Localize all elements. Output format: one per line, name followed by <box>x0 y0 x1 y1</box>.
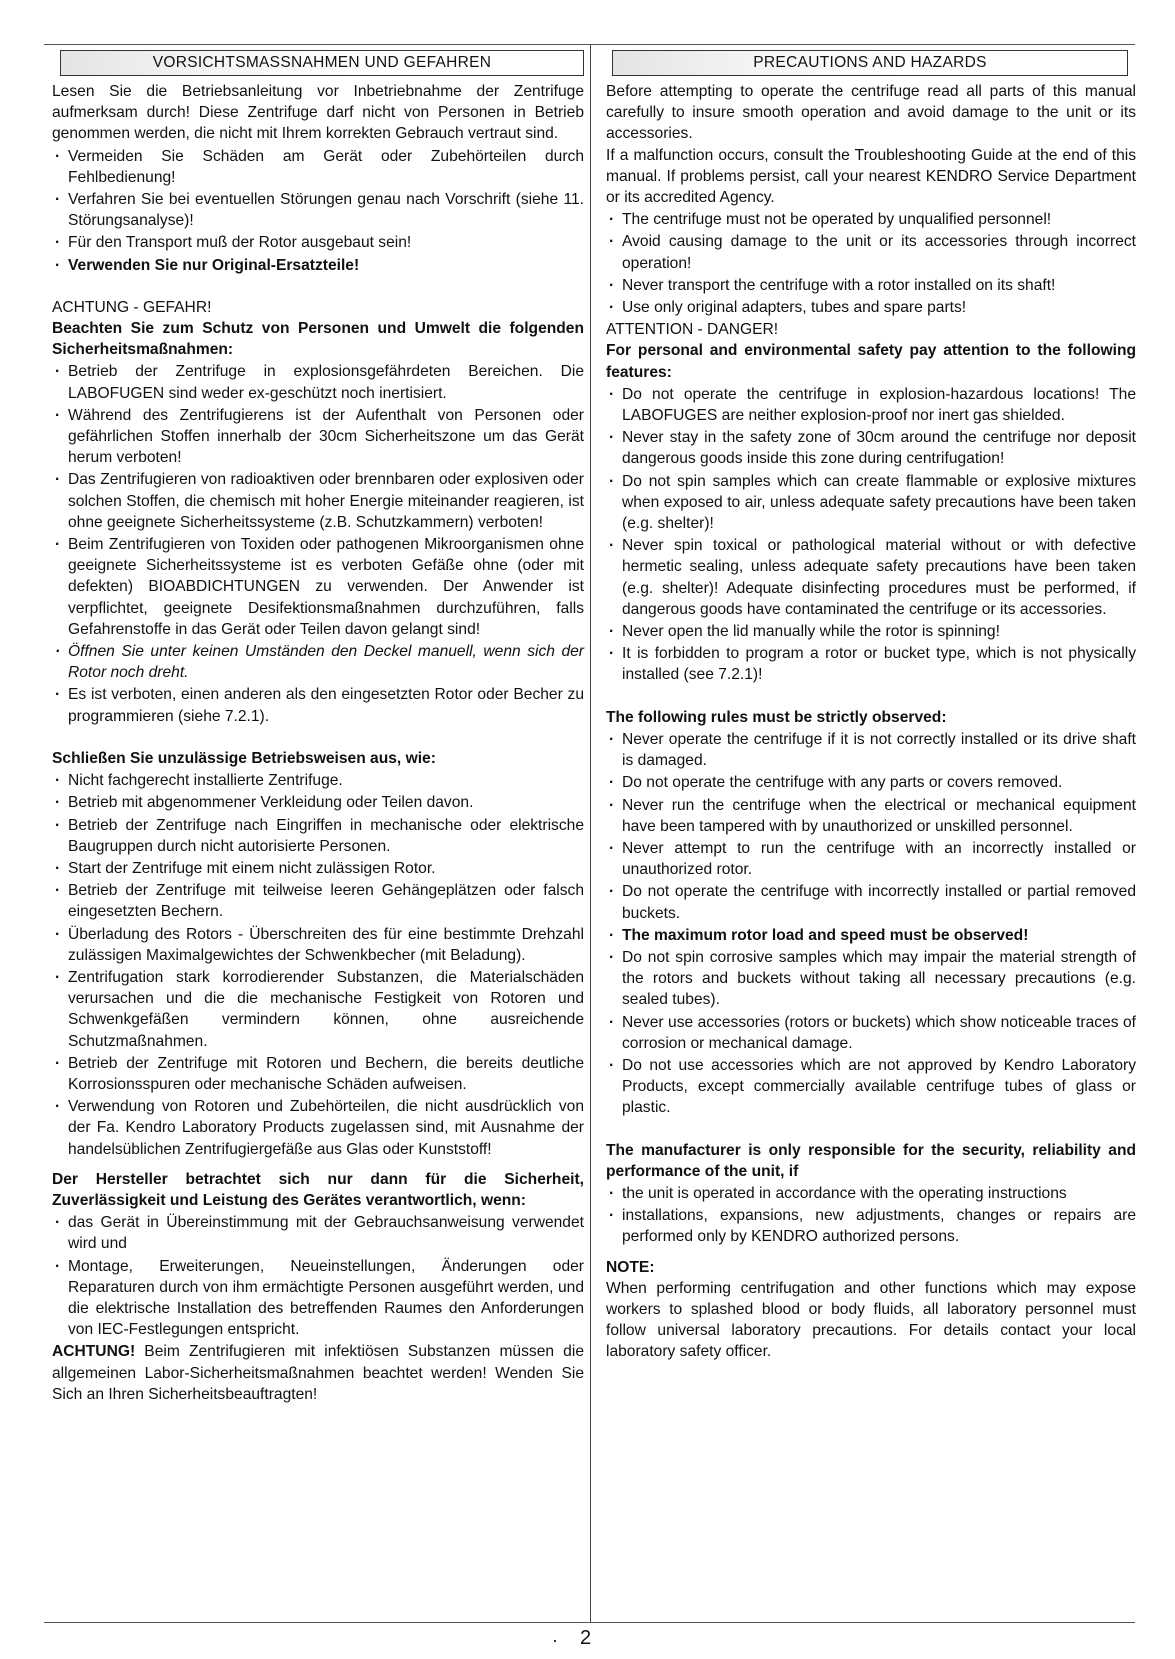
list-item: · Verwendung von Rotoren und Zubehörteilen, die nicht ausdrücklich von der Fa. Kendro Laboratory Products zugelassen sind, mit Ausnahme der handelsüblichen Zentrifugiergefäße aus Glas oder Kunststoff! <box>52 1096 584 1160</box>
page-number: 2 <box>580 1627 592 1649</box>
page-dot: · <box>552 1630 558 1650</box>
list-item: · The maximum rotor load and speed must be observed! <box>606 925 1136 946</box>
list-item: · Do not operate the centrifuge in explosion-hazardous locations! The LABOFUGES are neither explosion-proof nor inert gas shielded. <box>606 384 1136 426</box>
english-rules-title: The following rules must be strictly observed: <box>606 708 947 726</box>
german-final-label: ACHTUNG! <box>52 1343 136 1361</box>
list-item: · Never attempt to run the centrifuge with an incorrectly installed or unauthorized rotor. <box>606 838 1136 880</box>
list-item: · Do not spin samples which can create flammable or explosive mixtures when exposed to air, unless adequate safety precautions have been taken (e.g. shelter)! <box>606 471 1136 535</box>
english-list-4 <box>606 1183 1136 1248</box>
german-final-text: Beim Zentrifugieren mit infektiösen Substanzen müssen die allgemeinen Labor-Sicherheitsmaßnahmen beachtet werden! Wenden Sie Sich an Ihren Sicherheitsbeauftragten! <box>52 1343 584 1403</box>
english-note-label: NOTE: <box>606 1258 655 1276</box>
list-item: · Für den Transport muß der Rotor ausgebaut sein! <box>52 232 584 253</box>
german-list-2 <box>52 361 584 726</box>
english-section-title: PRECAUTIONS AND HAZARDS <box>612 50 1128 76</box>
bottom-rule <box>44 1622 1135 1623</box>
list-item: · Do not operate the centrifuge with any parts or covers removed. <box>606 772 1136 793</box>
list-item: · Never operate the centrifuge if it is not correctly installed or its drive shaft is damaged. <box>606 729 1136 771</box>
list-item: · Never open the lid manually while the rotor is spinning! <box>606 621 1136 642</box>
english-attention-sub: For personal and environmental safety pay attention to the following features: <box>606 342 1136 381</box>
list-item: · installations, expansions, new adjustments, changes or repairs are performed only by KENDRO authorized persons. <box>606 1205 1136 1247</box>
list-item: · The centrifuge must not be operated by unqualified personnel! <box>606 209 1136 230</box>
list-item: · Never use accessories (rotors or buckets) which show noticeable traces of corrosion or mechanical damage. <box>606 1012 1136 1054</box>
list-item: · Betrieb mit abgenommener Verkleidung oder Teilen davon. <box>52 792 584 813</box>
list-item: · Betrieb der Zentrifuge mit Rotoren und Bechern, die bereits deutliche Korrosionsspuren oder mechanische Schäden aufweisen. <box>52 1053 584 1095</box>
german-section-title: VORSICHTSMASSNAHMEN UND GEFAHREN <box>60 50 584 76</box>
german-list-1 <box>52 146 584 276</box>
german-list-4 <box>52 1212 584 1340</box>
english-manufacturer: The manufacturer is only responsible for the security, reliability and performance of the unit, if <box>606 1141 1136 1180</box>
list-item: · It is forbidden to program a rotor or bucket type, which is not physically installed (see 7.2.1)! <box>606 643 1136 685</box>
list-item: · Das Zentrifugieren von radioaktiven oder brennbaren oder explosiven oder solchen Stoffen, die chemisch mit hoher Energie miteinander reagieren, ist ohne geeignete Sicherheitssysteme (z.B. Schutzkammern) verboten! <box>52 469 584 533</box>
german-column <box>52 50 584 1405</box>
list-item: · Überladung des Rotors - Überschreiten des für eine bestimmte Drehzahl zulässigen Maximalgewichtes der Schwenkbecher (mit Beladung). <box>52 924 584 966</box>
list-item: · Es ist verboten, einen anderen als den eingesetzten Rotor oder Becher zu programmieren (siehe 7.2.1). <box>52 684 584 726</box>
list-item: · Vermeiden Sie Schäden am Gerät oder Zubehörteilen durch Fehlbedienung! <box>52 146 584 188</box>
list-item: · Avoid causing damage to the unit or its accessories through incorrect operation! <box>606 231 1136 273</box>
list-item: · Never run the centrifuge when the electrical or mechanical equipment have been tampered with by unauthorized or unskilled personnel. <box>606 795 1136 837</box>
list-item: · Zentrifugation stark korrodierender Substanzen, die Materialschäden verursachen und die die mechanische Festigkeit von Rotoren und Schwenkgefäßen vermindern können, ohne ausreichende Schutzmaßnahmen. <box>52 967 584 1052</box>
list-item: · Use only original adapters, tubes and spare parts! <box>606 297 1136 318</box>
list-item: · Start der Zentrifuge mit einem nicht zulässigen Rotor. <box>52 858 584 879</box>
list-item: · Während des Zentrifugierens ist der Aufenthalt von Personen oder gefährlichen Stoffen innerhalb der 30cm Sicherheitszone um das Gerät herum verboten! <box>52 405 584 469</box>
column-divider <box>590 44 591 1622</box>
german-final <box>52 1341 584 1405</box>
list-item: · Do not use accessories which are not approved by Kendro Laboratory Products, except commercially available centrifuge tubes of glass or plastic. <box>606 1055 1136 1119</box>
list-item: · Never transport the centrifuge with a rotor installed on its shaft! <box>606 275 1136 296</box>
german-attention-sub: Beachten Sie zum Schutz von Personen und Umwelt die folgenden Sicherheitsmaßnahmen: <box>52 320 584 359</box>
english-intro-2: If a malfunction occurs, consult the Troubleshooting Guide at the end of this manual. If problems persist, call your nearest KENDRO Service Department or its accredited Agency. <box>606 146 1136 207</box>
english-list-2 <box>606 384 1136 686</box>
list-item: · Never stay in the safety zone of 30cm around the centrifuge nor deposit dangerous goods inside this zone during centrifugation! <box>606 427 1136 469</box>
list-item: · Do not spin corrosive samples which may impair the material strength of the rotors and buckets without taking all necessary precautions (e.g. sealed tubes). <box>606 947 1136 1011</box>
list-item: · Verfahren Sie bei eventuellen Störungen genau nach Vorschrift (siehe 11. Störungsanalyse)! <box>52 189 584 231</box>
list-item: · Betrieb der Zentrifuge mit teilweise leeren Gehängeplätzen oder falsch eingesetzten Bechern. <box>52 880 584 922</box>
english-list-1 <box>606 209 1136 318</box>
list-item: · Nicht fachgerecht installierte Zentrifuge. <box>52 770 584 791</box>
german-manufacturer: Der Hersteller betrachtet sich nur dann für die Sicherheit, Zuverlässigkeit und Leistung des Gerätes verantwortlich, wenn: <box>52 1170 584 1209</box>
list-item: · Öffnen Sie unter keinen Umständen den Deckel manuell, wenn sich der Rotor noch dreht. <box>52 641 584 683</box>
german-rules-title: Schließen Sie unzulässige Betriebsweisen aus, wie: <box>52 749 436 767</box>
list-item: · Beim Zentrifugieren von Toxiden oder pathogenen Mikroorganismen ohne geeignete Sicherheitssysteme ist es verboten Gefäße ohne (oder mit defekten) BIOABDICHTUNGEN zu verwenden. Der Anwender ist verpflichtet, geeignete Desifektionsmaßnahmen durchzuführen, falls Gefahrenstoffe in das Gerät oder Teilen davon gelangt sind! <box>52 534 584 640</box>
list-item: · Montage, Erweiterungen, Neueinstellungen, Änderungen oder Reparaturen durch von ihm ermächtigte Personen ausgeführt werden, und die elektrische Installation des betreffenden Raumes den Anforderungen von IEC-Festlegungen entspricht. <box>52 1256 584 1341</box>
list-item: · Betrieb der Zentrifuge nach Eingriffen in mechanische oder elektrische Baugruppen durch nicht autorisierte Personen. <box>52 815 584 857</box>
list-item: · Never spin toxical or pathological material without or with defective hermetic sealing, unless adequate safety precautions have been taken (e.g. shelter)! Adequate disinfecting procedures must be performed, if dangerous goods have contaminated the centrifuge or its accessories. <box>606 535 1136 620</box>
german-attention: ACHTUNG - GEFAHR! <box>52 298 212 316</box>
english-attention: ATTENTION - DANGER! <box>606 321 779 339</box>
english-intro-1: Before attempting to operate the centrifuge read all parts of this manual carefully to insure smooth operation and avoid damage to the unit or its accessories. <box>606 83 1136 143</box>
list-item: · Verwenden Sie nur Original-Ersatzteile! <box>52 255 584 276</box>
english-column <box>606 50 1136 1363</box>
list-item: · das Gerät in Übereinstimmung mit der Gebrauchsanweisung verwendet wird und <box>52 1212 584 1254</box>
german-intro: Lesen Sie die Betriebsanleitung vor Inbetriebnahme der Zentrifuge aufmerksam durch! Diese Zentrifuge darf nicht von Personen in Betrieb genommen werden, die nicht mit Ihrem korrekten Gebrauch vertraut sind. <box>52 83 584 143</box>
list-item: · the unit is operated in accordance with the operating instructions <box>606 1183 1136 1204</box>
list-item: · Do not operate the centrifuge with incorrectly installed or partial removed buckets. <box>606 881 1136 923</box>
german-list-3 <box>52 770 584 1160</box>
english-list-3 <box>606 729 1136 1119</box>
english-note-text: When performing centrifugation and other functions which may expose workers to splashed blood or body fluids, all laboratory personnel must follow universal laboratory precautions. For details contact your local laboratory safety officer. <box>606 1279 1136 1361</box>
list-item: · Betrieb der Zentrifuge in explosionsgefährdeten Bereichen. Die LABOFUGEN sind weder ex-geschützt noch inertisiert. <box>52 361 584 403</box>
